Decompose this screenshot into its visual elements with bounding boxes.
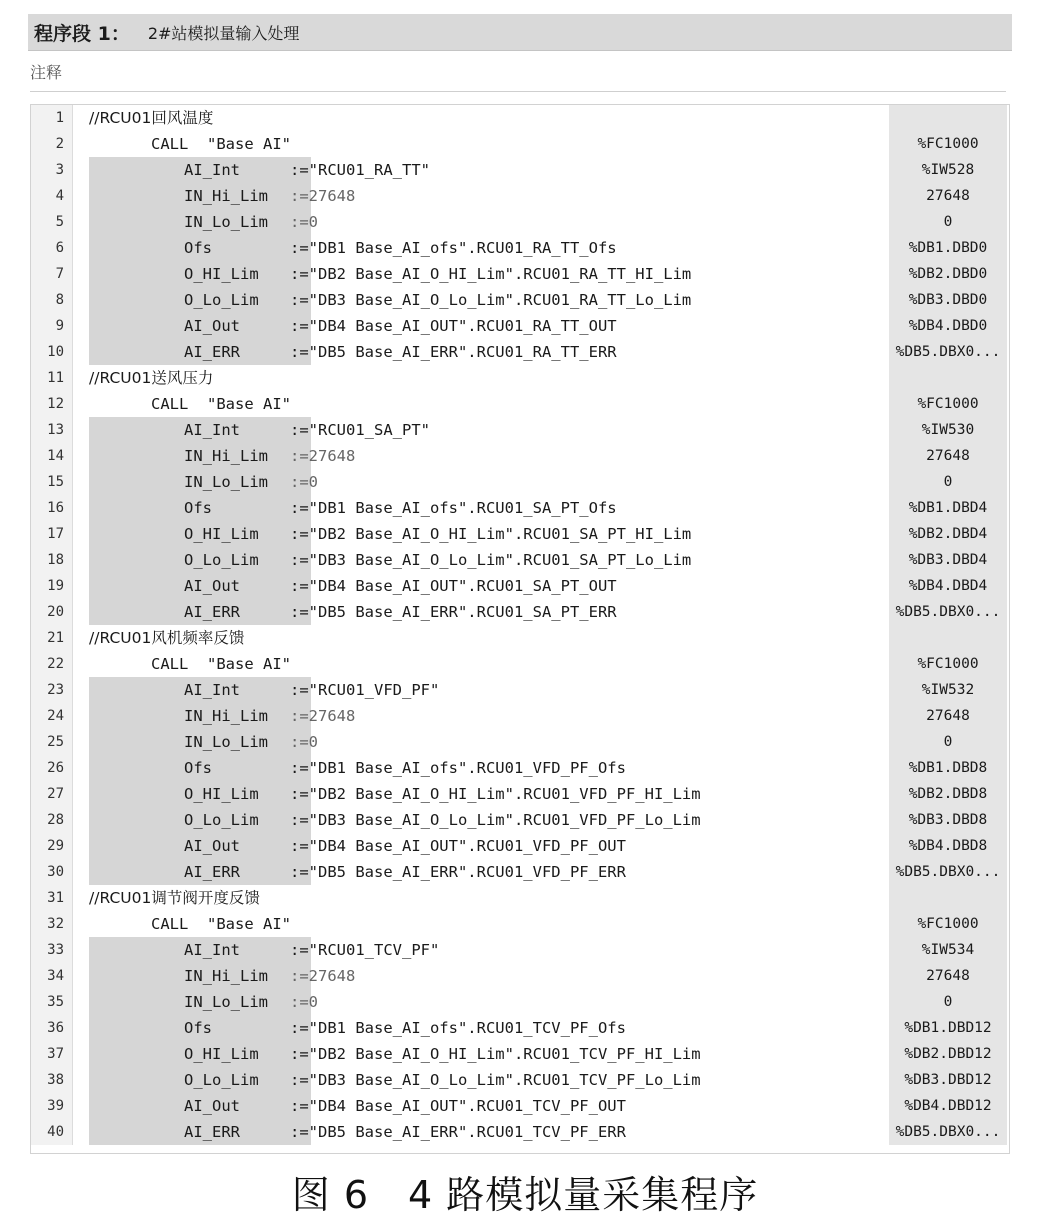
parameter-name: AI_ERR <box>184 863 240 881</box>
line-number: 33 <box>31 937 73 963</box>
parameter-name: IN_Lo_Lim <box>184 473 268 491</box>
parameter-assignment: :="DB4 Base_AI_OUT".RCU01_VFD_PF_OUT <box>290 837 626 855</box>
operand-address: 27648 <box>889 703 1007 729</box>
code-line[interactable] <box>31 573 1009 599</box>
code-line[interactable] <box>31 235 1009 261</box>
line-number: 9 <box>31 313 73 339</box>
operand-address: %FC1000 <box>889 651 1007 677</box>
parameter-name: AI_Out <box>184 837 240 855</box>
code-line[interactable] <box>31 287 1009 313</box>
parameter-assignment: :="DB2 Base_AI_O_HI_Lim".RCU01_SA_PT_HI_Lim <box>290 525 692 543</box>
line-number: 40 <box>31 1119 73 1145</box>
call-statement: CALL "Base AI" <box>151 915 291 933</box>
operand-address: %DB5.DBX0... <box>889 599 1007 625</box>
parameter-assignment: :="DB3 Base_AI_O_Lo_Lim".RCU01_SA_PT_Lo_Lim <box>290 551 692 569</box>
call-statement: CALL "Base AI" <box>151 655 291 673</box>
code-line[interactable] <box>31 547 1009 573</box>
code-line[interactable] <box>31 755 1009 781</box>
parameter-name: Ofs <box>184 499 212 517</box>
parameter-assignment: :="DB1 Base_AI_ofs".RCU01_TCV_PF_Ofs <box>290 1019 626 1037</box>
parameter-name: AI_ERR <box>184 343 240 361</box>
code-line[interactable] <box>31 339 1009 365</box>
code-line[interactable] <box>31 781 1009 807</box>
line-number: 22 <box>31 651 73 677</box>
parameter-name: Ofs <box>184 239 212 257</box>
parameter-assignment: :="DB4 Base_AI_OUT".RCU01_SA_PT_OUT <box>290 577 617 595</box>
operand-address: %DB5.DBX0... <box>889 339 1007 365</box>
operand-address: %IW530 <box>889 417 1007 443</box>
parameter-name: O_Lo_Lim <box>184 1071 259 1089</box>
operand-address: 0 <box>889 469 1007 495</box>
operand-address-empty <box>889 105 1007 131</box>
code-editor[interactable] <box>30 104 1010 1154</box>
parameter-name: IN_Hi_Lim <box>184 187 268 205</box>
network-title: 程序段 1： <box>34 22 130 45</box>
parameter-assignment: :=0 <box>290 213 318 231</box>
operand-address: %DB4.DBD8 <box>889 833 1007 859</box>
line-number: 6 <box>31 235 73 261</box>
call-statement: CALL "Base AI" <box>151 135 291 153</box>
operand-address: 0 <box>889 989 1007 1015</box>
parameter-assignment: :=27648 <box>290 967 356 985</box>
code-line[interactable] <box>31 989 1009 1015</box>
parameter-name: AI_Out <box>184 577 240 595</box>
code-line[interactable] <box>31 495 1009 521</box>
line-number: 24 <box>31 703 73 729</box>
line-number: 7 <box>31 261 73 287</box>
code-line[interactable] <box>31 417 1009 443</box>
parameter-name: IN_Hi_Lim <box>184 967 268 985</box>
code-line[interactable] <box>31 1015 1009 1041</box>
parameter-assignment: :="RCU01_VFD_PF" <box>290 681 440 699</box>
operand-address: %DB5.DBX0... <box>889 1119 1007 1145</box>
operand-address: %DB2.DBD4 <box>889 521 1007 547</box>
operand-address: 27648 <box>889 443 1007 469</box>
operand-address-empty <box>889 625 1007 651</box>
code-line[interactable] <box>31 209 1009 235</box>
operand-address: %IW528 <box>889 157 1007 183</box>
operand-address: %FC1000 <box>889 131 1007 157</box>
code-line[interactable] <box>31 131 1009 157</box>
operand-address: %FC1000 <box>889 391 1007 417</box>
operand-address: 0 <box>889 209 1007 235</box>
operand-address: %DB1.DBD12 <box>889 1015 1007 1041</box>
line-number: 16 <box>31 495 73 521</box>
parameter-assignment: :="DB1 Base_AI_ofs".RCU01_VFD_PF_Ofs <box>290 759 626 777</box>
code-line[interactable] <box>31 833 1009 859</box>
line-number: 8 <box>31 287 73 313</box>
line-number: 5 <box>31 209 73 235</box>
operand-address: %DB2.DBD12 <box>889 1041 1007 1067</box>
operand-address: %DB3.DBD8 <box>889 807 1007 833</box>
line-number: 1 <box>31 105 73 131</box>
parameter-assignment: :="DB4 Base_AI_OUT".RCU01_RA_TT_OUT <box>290 317 617 335</box>
operand-address: %DB3.DBD4 <box>889 547 1007 573</box>
parameter-name: IN_Hi_Lim <box>184 707 268 725</box>
parameter-assignment: :=27648 <box>290 707 356 725</box>
parameter-assignment: :="DB5 Base_AI_ERR".RCU01_TCV_PF_ERR <box>290 1123 626 1141</box>
call-statement: CALL "Base AI" <box>151 395 291 413</box>
code-line[interactable] <box>31 677 1009 703</box>
parameter-assignment: :="DB3 Base_AI_O_Lo_Lim".RCU01_RA_TT_Lo_Lim <box>290 291 692 309</box>
operand-address: 0 <box>889 729 1007 755</box>
operand-address: %DB4.DBD4 <box>889 573 1007 599</box>
parameter-assignment: :=0 <box>290 733 318 751</box>
operand-address: %IW534 <box>889 937 1007 963</box>
operand-address-empty <box>889 885 1007 911</box>
parameter-name: AI_ERR <box>184 1123 240 1141</box>
parameter-assignment: :=27648 <box>290 187 356 205</box>
line-number: 27 <box>31 781 73 807</box>
divider <box>30 91 1006 92</box>
line-number: 20 <box>31 599 73 625</box>
operand-address: %DB4.DBD0 <box>889 313 1007 339</box>
operand-address: %DB5.DBX0... <box>889 859 1007 885</box>
line-number: 25 <box>31 729 73 755</box>
line-number: 23 <box>31 677 73 703</box>
line-number: 15 <box>31 469 73 495</box>
parameter-name: Ofs <box>184 1019 212 1037</box>
operand-address: %DB2.DBD0 <box>889 261 1007 287</box>
parameter-name: O_Lo_Lim <box>184 551 259 569</box>
parameter-assignment: :=27648 <box>290 447 356 465</box>
line-number: 12 <box>31 391 73 417</box>
code-line[interactable] <box>31 937 1009 963</box>
code-line[interactable] <box>31 261 1009 287</box>
code-line[interactable] <box>31 469 1009 495</box>
parameter-name: AI_Out <box>184 317 240 335</box>
line-number: 14 <box>31 443 73 469</box>
line-number: 37 <box>31 1041 73 1067</box>
parameter-assignment: :=0 <box>290 473 318 491</box>
parameter-assignment: :="DB3 Base_AI_O_Lo_Lim".RCU01_VFD_PF_Lo_Lim <box>290 811 701 829</box>
parameter-name: IN_Lo_Lim <box>184 213 268 231</box>
line-number: 36 <box>31 1015 73 1041</box>
code-line[interactable] <box>31 703 1009 729</box>
code-line[interactable] <box>31 391 1009 417</box>
code-line[interactable] <box>31 807 1009 833</box>
code-line[interactable] <box>31 859 1009 885</box>
code-comment: //RCU01调节阀开度反馈 <box>89 889 260 907</box>
parameter-name: O_HI_Lim <box>184 525 259 543</box>
code-line[interactable] <box>31 1067 1009 1093</box>
code-line[interactable] <box>31 365 1009 391</box>
code-line[interactable] <box>31 157 1009 183</box>
line-number: 11 <box>31 365 73 391</box>
line-number: 29 <box>31 833 73 859</box>
operand-address: %DB2.DBD8 <box>889 781 1007 807</box>
code-line[interactable] <box>31 1119 1009 1145</box>
line-number: 13 <box>31 417 73 443</box>
code-comment: //RCU01送风压力 <box>89 369 214 387</box>
line-number: 26 <box>31 755 73 781</box>
parameter-assignment: :="DB3 Base_AI_O_Lo_Lim".RCU01_TCV_PF_Lo_Lim <box>290 1071 701 1089</box>
code-line[interactable] <box>31 443 1009 469</box>
line-number: 18 <box>31 547 73 573</box>
line-number: 10 <box>31 339 73 365</box>
line-number: 28 <box>31 807 73 833</box>
parameter-name: AI_ERR <box>184 603 240 621</box>
code-line[interactable] <box>31 1041 1009 1067</box>
parameter-name: O_Lo_Lim <box>184 291 259 309</box>
line-number: 19 <box>31 573 73 599</box>
code-line[interactable] <box>31 521 1009 547</box>
line-number: 2 <box>31 131 73 157</box>
parameter-name: IN_Lo_Lim <box>184 993 268 1011</box>
line-number: 17 <box>31 521 73 547</box>
code-line[interactable] <box>31 599 1009 625</box>
operand-address-empty <box>889 365 1007 391</box>
parameter-name: O_HI_Lim <box>184 1045 259 1063</box>
operand-address: %FC1000 <box>889 911 1007 937</box>
line-number: 39 <box>31 1093 73 1119</box>
parameter-name: O_HI_Lim <box>184 785 259 803</box>
parameter-assignment: :="DB2 Base_AI_O_HI_Lim".RCU01_VFD_PF_HI_Lim <box>290 785 701 803</box>
line-number: 35 <box>31 989 73 1015</box>
parameter-assignment: :="DB1 Base_AI_ofs".RCU01_SA_PT_Ofs <box>290 499 617 517</box>
operand-address: %DB4.DBD12 <box>889 1093 1007 1119</box>
parameter-name: O_HI_Lim <box>184 265 259 283</box>
network-header[interactable] <box>28 14 1012 51</box>
network-description[interactable]: 2#站模拟量输入处理 <box>147 23 300 43</box>
line-number: 4 <box>31 183 73 209</box>
code-comment: //RCU01回风温度 <box>89 109 214 127</box>
parameter-assignment: :="DB5 Base_AI_ERR".RCU01_SA_PT_ERR <box>290 603 617 621</box>
parameter-assignment: :="DB2 Base_AI_O_HI_Lim".RCU01_RA_TT_HI_Lim <box>290 265 692 283</box>
code-line[interactable] <box>31 729 1009 755</box>
parameter-name: AI_Int <box>184 681 240 699</box>
operand-address: 27648 <box>889 963 1007 989</box>
operand-address: %DB1.DBD0 <box>889 235 1007 261</box>
parameter-name: IN_Hi_Lim <box>184 447 268 465</box>
parameter-name: O_Lo_Lim <box>184 811 259 829</box>
line-number: 34 <box>31 963 73 989</box>
parameter-assignment: :="DB5 Base_AI_ERR".RCU01_RA_TT_ERR <box>290 343 617 361</box>
parameter-assignment: :="RCU01_RA_TT" <box>290 161 430 179</box>
code-line[interactable] <box>31 625 1009 651</box>
code-line[interactable] <box>31 1093 1009 1119</box>
parameter-assignment: :="DB1 Base_AI_ofs".RCU01_RA_TT_Ofs <box>290 239 617 257</box>
operand-address: 27648 <box>889 183 1007 209</box>
code-line[interactable] <box>31 885 1009 911</box>
code-line[interactable] <box>31 105 1009 131</box>
parameter-assignment: :="DB5 Base_AI_ERR".RCU01_VFD_PF_ERR <box>290 863 626 881</box>
code-line[interactable] <box>31 183 1009 209</box>
operand-address: %DB3.DBD0 <box>889 287 1007 313</box>
operand-address: %DB1.DBD4 <box>889 495 1007 521</box>
parameter-assignment: :="RCU01_TCV_PF" <box>290 941 440 959</box>
code-line[interactable] <box>31 651 1009 677</box>
code-line[interactable] <box>31 911 1009 937</box>
line-number: 30 <box>31 859 73 885</box>
parameter-assignment: :="RCU01_SA_PT" <box>290 421 430 439</box>
parameter-assignment: :="DB2 Base_AI_O_HI_Lim".RCU01_TCV_PF_HI_Lim <box>290 1045 701 1063</box>
line-number: 38 <box>31 1067 73 1093</box>
parameter-name: AI_Out <box>184 1097 240 1115</box>
parameter-name: AI_Int <box>184 161 240 179</box>
operand-address: %DB1.DBD8 <box>889 755 1007 781</box>
parameter-assignment: :=0 <box>290 993 318 1011</box>
comment-field[interactable]: 注释 <box>30 63 63 82</box>
parameter-name: IN_Lo_Lim <box>184 733 268 751</box>
line-number: 31 <box>31 885 73 911</box>
parameter-name: AI_Int <box>184 941 240 959</box>
code-line[interactable] <box>31 963 1009 989</box>
parameter-name: Ofs <box>184 759 212 777</box>
code-line[interactable] <box>31 313 1009 339</box>
operand-address: %DB3.DBD12 <box>889 1067 1007 1093</box>
line-number: 3 <box>31 157 73 183</box>
code-comment: //RCU01风机频率反馈 <box>89 629 245 647</box>
line-number: 21 <box>31 625 73 651</box>
figure-caption: 图 6 4 路模拟量采集程序 <box>291 1173 759 1217</box>
operand-address: %IW532 <box>889 677 1007 703</box>
parameter-assignment: :="DB4 Base_AI_OUT".RCU01_TCV_PF_OUT <box>290 1097 626 1115</box>
line-number: 32 <box>31 911 73 937</box>
parameter-name: AI_Int <box>184 421 240 439</box>
